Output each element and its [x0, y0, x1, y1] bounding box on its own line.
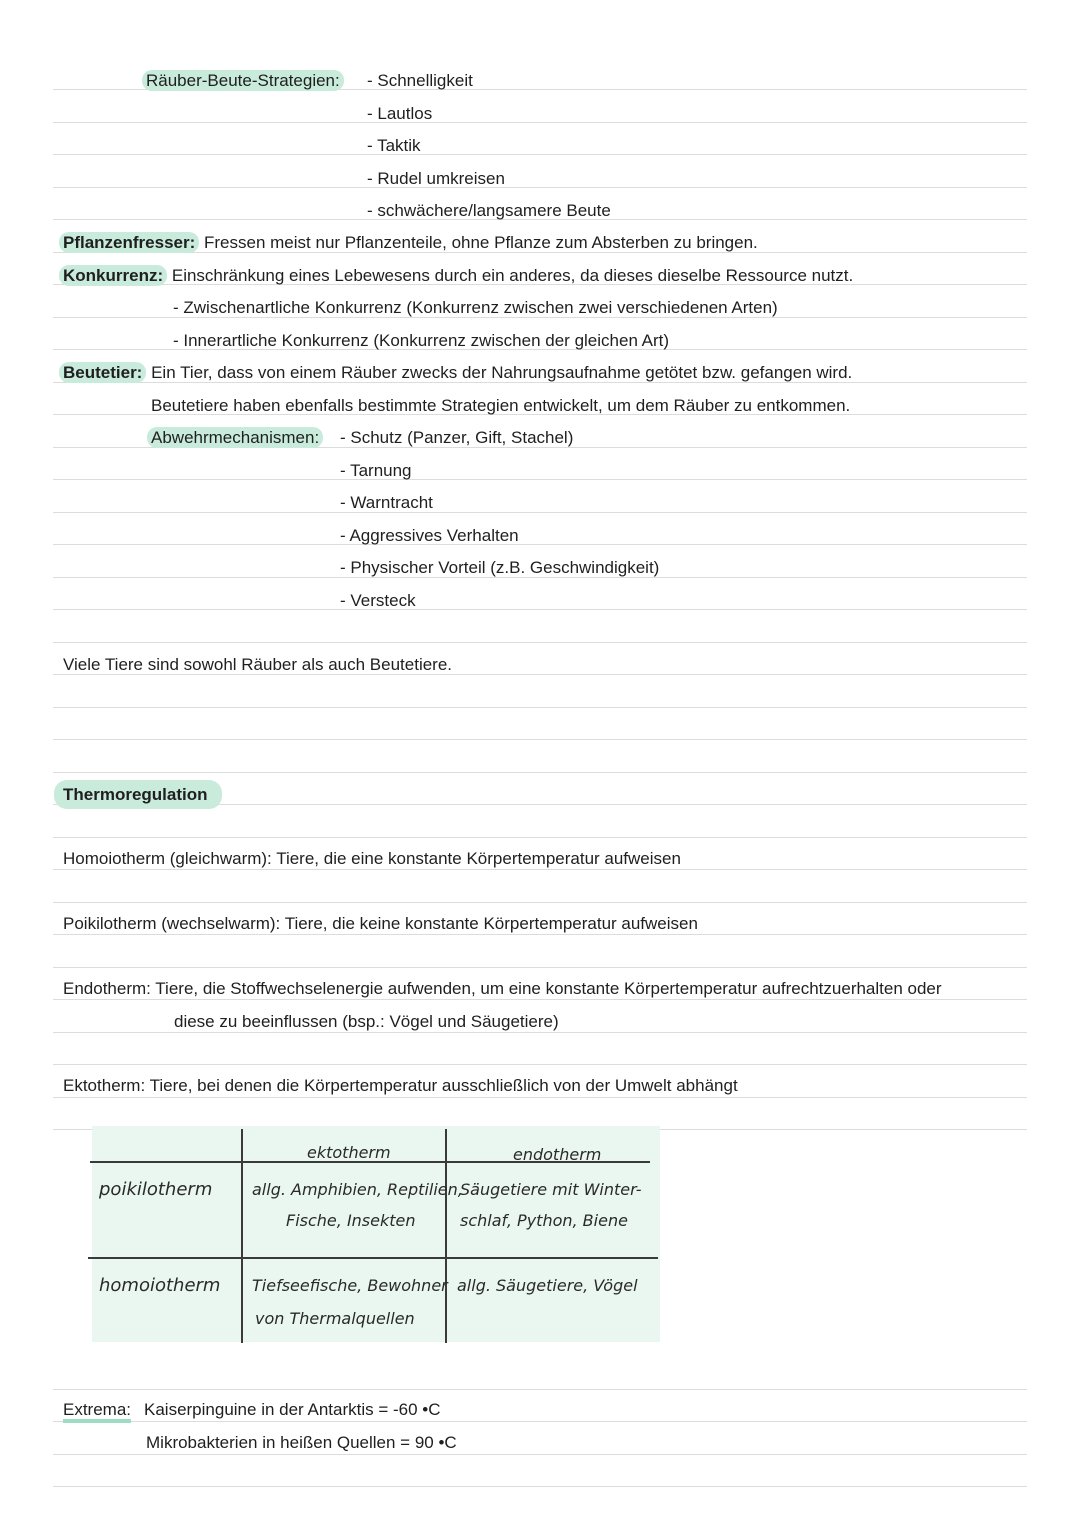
ruled-line	[53, 122, 1027, 123]
ruled-line	[53, 1454, 1027, 1455]
ruled-line	[53, 739, 1027, 740]
table-cell: allg. Amphibien, Reptilien,	[252, 1180, 463, 1199]
list-item: - Tarnung	[340, 461, 412, 480]
endotherm-definition: Endotherm: Tiere, die Stoffwechselenergie aufwenden, um eine konstante Körpertemperatur aufrechtzuerhalten oder	[63, 979, 942, 998]
ruled-line	[53, 1064, 1027, 1065]
table-cell: schlaf, Python, Biene	[460, 1211, 628, 1230]
term-label: Beutetier:	[59, 362, 146, 383]
list-item: - Lautlos	[367, 104, 433, 123]
term-label: Konkurrenz:	[59, 265, 167, 286]
table-cell: allg. Säugetiere, Vögel	[457, 1276, 638, 1295]
table-cell: Tiefseefische, Bewohner	[252, 1276, 448, 1295]
term-label: Pflanzenfresser:	[59, 232, 199, 253]
summary-text: Viele Tiere sind sowohl Räuber als auch Beutetiere.	[63, 655, 453, 674]
ruled-line	[53, 967, 1027, 968]
ruled-line	[53, 512, 1027, 513]
prey-strategy-text: Beutetiere haben ebenfalls bestimmte Strategien entwickelt, um dem Räuber zu entkommen.	[151, 396, 851, 415]
homoiotherm-definition: Homoiotherm (gleichwarm): Tiere, die eine konstante Körpertemperatur aufweisen	[63, 849, 681, 868]
table-cell: Säugetiere mit Winter-	[460, 1180, 642, 1199]
ruled-line	[53, 187, 1027, 188]
list-item: - Aggressives Verhalten	[340, 526, 519, 545]
ruled-line	[53, 154, 1027, 155]
column-header: ektotherm	[307, 1143, 391, 1162]
row-header: homoiotherm	[99, 1275, 221, 1296]
ruled-line	[53, 479, 1027, 480]
list-item: - Zwischenartliche Konkurrenz (Konkurrenz zwischen zwei verschiedenen Arten)	[173, 298, 778, 317]
ruled-line	[53, 707, 1027, 708]
prey-definition: Beutetier: Ein Tier, dass von einem Räuber zwecks der Nahrungsaufnahme getötet bzw. gefangen wird.	[63, 362, 852, 384]
row-header: poikilotherm	[99, 1179, 213, 1200]
extrema-item: Mikrobakterien in heißen Quellen = 90 •C	[146, 1433, 457, 1452]
list-item: - schwächere/langsamere Beute	[367, 201, 611, 220]
ruled-line	[53, 642, 1027, 643]
ruled-line	[53, 1486, 1027, 1487]
list-item: - Physischer Vorteil (z.B. Geschwindigkeit)	[340, 558, 660, 577]
poikilotherm-definition: Poikilotherm (wechselwarm): Tiere, die keine konstante Körpertemperatur aufweisen	[63, 914, 698, 933]
ruled-line	[53, 1097, 1027, 1098]
ruled-line	[53, 902, 1027, 903]
herbivores-definition: Pflanzenfresser: Fressen meist nur Pflanzenteile, ohne Pflanze zum Absterben zu bringen.	[63, 232, 758, 254]
list-item: - Schutz (Panzer, Gift, Stachel)	[340, 428, 574, 447]
predator-strategies-label: Räuber-Beute-Strategien:	[146, 70, 344, 92]
list-item: - Rudel umkreisen	[367, 169, 505, 188]
ruled-line	[53, 1389, 1027, 1390]
column-header: endotherm	[513, 1145, 602, 1164]
list-item: - Innerartliche Konkurrenz (Konkurrenz zwischen der gleichen Art)	[173, 331, 670, 350]
list-item: - Versteck	[340, 591, 416, 610]
ruled-line	[53, 609, 1027, 610]
extrema-item: Kaiserpinguine in der Antarktis = -60 •C	[144, 1400, 441, 1419]
ektotherm-definition: Ektotherm: Tiere, bei denen die Körpertemperatur ausschließlich von der Umwelt abhängt	[63, 1076, 738, 1095]
table-cell: Fische, Insekten	[286, 1211, 416, 1230]
defense-label: Abwehrmechanismen:	[151, 427, 323, 449]
list-item: - Warntracht	[340, 493, 433, 512]
ruled-line	[53, 837, 1027, 838]
table-divider	[88, 1257, 658, 1259]
endotherm-definition-cont: diese zu beeinflussen (bsp.: Vögel und Säugetiere)	[174, 1012, 559, 1031]
ruled-line	[53, 772, 1027, 773]
list-item: - Schnelligkeit	[367, 71, 473, 90]
extrema-label: Extrema:	[63, 1399, 131, 1421]
ruled-line	[53, 1421, 1027, 1422]
competition-definition: Konkurrenz: Einschränkung eines Lebewesens durch ein anderes, da dieses dieselbe Ressource nutzt.	[63, 265, 853, 287]
list-item: - Taktik	[367, 136, 421, 155]
table-cell: von Thermalquellen	[255, 1309, 415, 1328]
section-heading: Thermoregulation	[63, 784, 222, 806]
ruled-line	[53, 544, 1027, 545]
